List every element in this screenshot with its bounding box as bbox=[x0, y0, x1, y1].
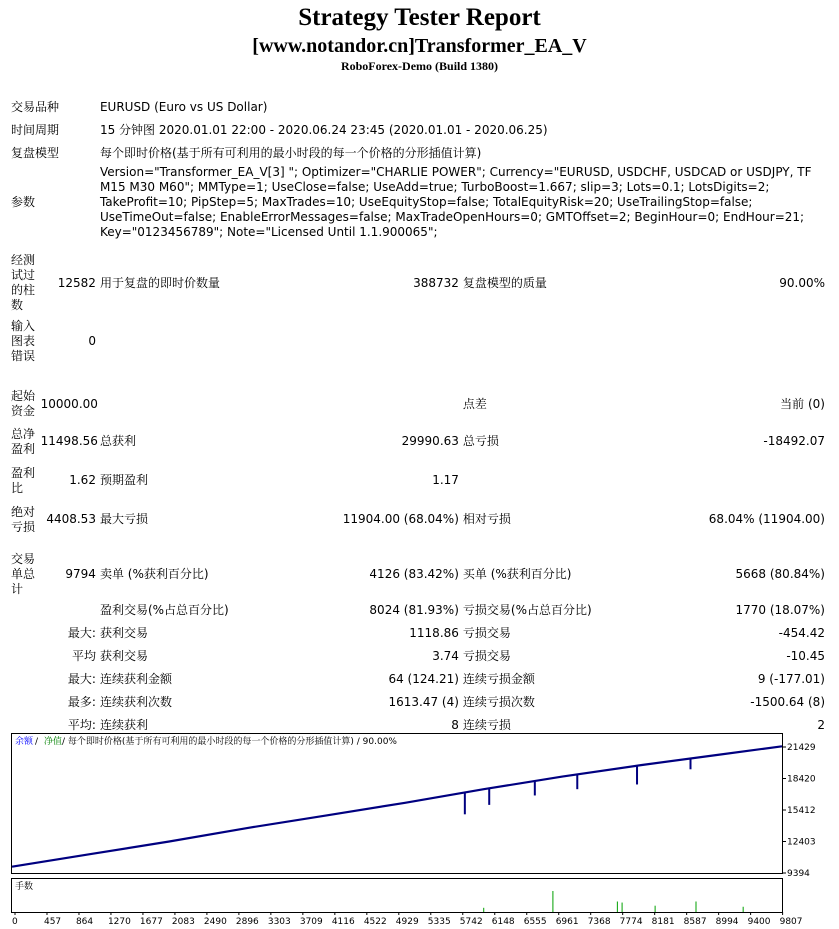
params-value: Version="Transformer_EA_V[3] "; Optimizer="CHARLIE POWER"; Currency="EURUSD, USDCHF, USDCAD or USDJPY, TF M15 M30 M60"; MMType=1; UseClose=false; UseAdd=true; TurboBoost=1.667; slip=3; Lots=0.1; LotsDigits=2; TakeProfit=10; PipStep=5; MaxTrades=10; UseEquityStop=false; TotalEquityRisk=20; UseTrailingStop=false; UseTimeOut=false; EnableErrorMessages=false; MaxTradeOpenHours=0; GMTOffset=2; BeginHour=0; EndHour=21; Key="0123456789"; Note="Licensed Until 1.1.900065"; bbox=[99, 165, 812, 239]
x-tick-label: 4522 bbox=[363, 917, 387, 927]
ticks-value: 388732 bbox=[413, 275, 459, 290]
errors-value: 0 bbox=[88, 333, 96, 348]
loss-trades-label: 亏损交易(%占总百分比) bbox=[462, 603, 592, 617]
average-loss-label: 亏损交易 bbox=[462, 649, 511, 663]
largest-profit-value: 1118.86 bbox=[409, 626, 459, 640]
x-tick-label: 3303 bbox=[267, 917, 291, 927]
average-profit-value: 3.74 bbox=[432, 649, 459, 663]
avg-cons-losses-label: 连续亏损 bbox=[462, 718, 511, 732]
gross-loss-label: 总亏损 bbox=[462, 434, 499, 448]
params-row bbox=[9, 165, 827, 240]
x-tick-label: 8587 bbox=[683, 917, 707, 927]
x-tick-label: 1270 bbox=[107, 917, 131, 927]
profit-trades-label: 盈利交易(%占总百分比) bbox=[99, 603, 229, 617]
y-tick-label: 18420 bbox=[787, 774, 816, 785]
x-tick-label: 7368 bbox=[587, 917, 611, 927]
x-tick-label: 0 bbox=[12, 917, 18, 927]
x-tick-label: 864 bbox=[75, 917, 94, 927]
max-cons-label: 最大: bbox=[67, 672, 96, 686]
legend-sep: / bbox=[35, 737, 39, 747]
max-cons-profit-label: 连续获利次数 bbox=[99, 695, 172, 709]
legend-equity: 净值 bbox=[44, 737, 63, 747]
rel-dd-value: 68.04% (11904.00) bbox=[708, 512, 825, 526]
max-dd-value: 11904.00 (68.04%) bbox=[342, 512, 459, 526]
period-label: 时间周期 bbox=[11, 123, 60, 137]
x-tick-label: 8994 bbox=[715, 917, 739, 927]
pf-row bbox=[9, 461, 827, 500]
volume-label: 手数 bbox=[15, 882, 34, 892]
largest-loss-value: -454.42 bbox=[778, 626, 825, 640]
x-tick-label: 4929 bbox=[395, 917, 419, 927]
gross-profit-value: 29990.63 bbox=[401, 434, 459, 448]
max-cons-profit-value: 1613.47 (4) bbox=[388, 695, 459, 709]
x-tick-label: 2490 bbox=[203, 917, 227, 927]
net-value: 11498.56 bbox=[40, 434, 98, 448]
report-subtitle: [www.notandor.cn]Transformer_EA_V bbox=[252, 35, 587, 57]
server-info: RoboForex-Demo (Build 1380) bbox=[340, 59, 499, 73]
quality-label: 复盘模型的质量 bbox=[462, 275, 547, 290]
avg-cons-label: 平均: bbox=[67, 718, 96, 732]
pf-label: 盈利比 bbox=[11, 465, 36, 495]
deposit-value: 10000.00 bbox=[40, 396, 98, 411]
max-cons-loss-label: 连续亏损次数 bbox=[462, 695, 535, 709]
x-tick-label: 9400 bbox=[747, 917, 771, 927]
most-cons-row bbox=[9, 691, 827, 714]
abs-dd-label: 绝对亏损 bbox=[11, 504, 36, 534]
x-tick-label: 2083 bbox=[171, 917, 195, 927]
rel-dd-label: 相对亏损 bbox=[462, 512, 511, 526]
x-tick-label: 3709 bbox=[299, 917, 323, 927]
y-tick-label: 21429 bbox=[787, 743, 816, 753]
max-cons-wins-label: 连续获利金额 bbox=[99, 672, 172, 686]
period-row bbox=[9, 119, 827, 142]
net-row bbox=[9, 422, 827, 461]
period-value: 15 分钟图 2020.01.01 22:00 - 2020.06.24 23:45 (2020.01.01 - 2020.06.25) bbox=[99, 123, 548, 137]
legend-rest: / 每个即时价格(基于所有可利用的最小时段的每一个价格的分形插值计算) / 90.00% bbox=[62, 737, 397, 747]
report-table bbox=[9, 96, 827, 737]
x-tick-label: 8181 bbox=[651, 917, 675, 927]
bars-row bbox=[9, 250, 827, 316]
y-tick-label: 12403 bbox=[787, 837, 816, 848]
x-tick-label: 6555 bbox=[523, 917, 547, 927]
legend-balance: 余额 bbox=[15, 737, 34, 747]
ticks-label: 用于复盘的即时价数量 bbox=[99, 275, 220, 290]
spread-value: 当前 (0) bbox=[780, 396, 825, 411]
volume-plot-frame bbox=[12, 879, 783, 913]
trades-row bbox=[9, 549, 827, 599]
payoff-value: 1.17 bbox=[432, 473, 459, 487]
largest-row bbox=[9, 622, 827, 645]
errors-row bbox=[9, 316, 827, 366]
symbol-value: EURUSD (Euro vs US Dollar) bbox=[99, 100, 268, 114]
dd-row bbox=[9, 500, 827, 539]
long-label: 买单 (%获利百分比) bbox=[462, 566, 572, 581]
bars-value: 12582 bbox=[57, 275, 96, 290]
y-tick-label: 15412 bbox=[787, 805, 816, 816]
errors-label: 输入图表错误 bbox=[11, 318, 36, 363]
spread-label: 点差 bbox=[462, 396, 487, 411]
max-cons-losses-label: 连续亏损金额 bbox=[462, 672, 535, 686]
max-cons-row bbox=[9, 668, 827, 691]
pf-value: 1.62 bbox=[69, 473, 96, 487]
balance-chart bbox=[11, 733, 839, 929]
x-tick-label: 5742 bbox=[459, 917, 483, 927]
avg-cons-wins-label: 连续获利 bbox=[99, 718, 148, 732]
short-value: 4126 (83.42%) bbox=[369, 566, 459, 581]
net-label: 总净盈利 bbox=[11, 426, 36, 456]
avg-cons-losses-value: 2 bbox=[817, 718, 825, 732]
balance-chart-svg bbox=[11, 733, 839, 929]
x-tick-label: 6961 bbox=[555, 917, 579, 927]
trades-value: 9794 bbox=[65, 566, 96, 581]
max-cons-losses-value: 9 (-177.01) bbox=[757, 672, 825, 686]
loss-trades-value: 1770 (18.07%) bbox=[735, 603, 825, 617]
deposit-label: 起始资金 bbox=[11, 389, 36, 418]
profit-trades-row bbox=[9, 599, 827, 622]
short-label: 卖单 (%获利百分比) bbox=[99, 566, 209, 581]
gross-loss-value: -18492.07 bbox=[763, 434, 825, 448]
x-tick-label: 4116 bbox=[331, 917, 355, 927]
largest-profit-label: 获利交易 bbox=[99, 626, 148, 640]
model-label: 复盘模型 bbox=[11, 146, 60, 160]
model-row bbox=[9, 142, 827, 165]
x-tick-label: 2896 bbox=[235, 917, 259, 927]
profit-trades-value: 8024 (81.93%) bbox=[369, 603, 459, 617]
max-cons-loss-value: -1500.64 (8) bbox=[750, 695, 825, 709]
average-loss-value: -10.45 bbox=[786, 649, 825, 663]
bars-label: 经测试过的柱数 bbox=[11, 253, 36, 312]
symbol-row bbox=[9, 96, 827, 119]
avg-cons-wins-value: 8 bbox=[451, 718, 459, 732]
long-value: 5668 (80.84%) bbox=[735, 566, 825, 581]
y-tick-label: 9394 bbox=[787, 869, 810, 879]
symbol-label: 交易品种 bbox=[11, 100, 60, 114]
gross-profit-label: 总获利 bbox=[99, 434, 136, 448]
quality-value: 90.00% bbox=[779, 275, 825, 290]
payoff-label: 预期盈利 bbox=[99, 473, 148, 487]
trades-label: 交易单总计 bbox=[11, 551, 36, 596]
report-title: Strategy Tester Report bbox=[298, 4, 541, 31]
x-tick-label: 5335 bbox=[427, 917, 451, 927]
average-label: 平均 bbox=[71, 649, 96, 663]
x-tick-label: 9807 bbox=[779, 917, 803, 927]
params-label: 参数 bbox=[11, 195, 36, 209]
x-tick-label: 457 bbox=[43, 917, 62, 927]
max-dd-label: 最大亏损 bbox=[99, 512, 148, 526]
max-cons-wins-value: 64 (124.21) bbox=[388, 672, 459, 686]
largest-loss-label: 亏损交易 bbox=[462, 626, 511, 640]
average-profit-label: 获利交易 bbox=[99, 649, 148, 663]
x-tick-label: 6148 bbox=[491, 917, 515, 927]
x-tick-label: 7774 bbox=[619, 917, 643, 927]
deposit-row bbox=[9, 386, 827, 422]
x-tick-label: 1677 bbox=[139, 917, 163, 927]
abs-dd-value: 4408.53 bbox=[46, 512, 96, 526]
model-value: 每个即时价格(基于所有可利用的最小时段的每一个价格的分形插值计算) bbox=[99, 146, 482, 160]
average-row bbox=[9, 645, 827, 668]
largest-label: 最大: bbox=[67, 626, 96, 640]
most-label: 最多: bbox=[67, 695, 96, 709]
